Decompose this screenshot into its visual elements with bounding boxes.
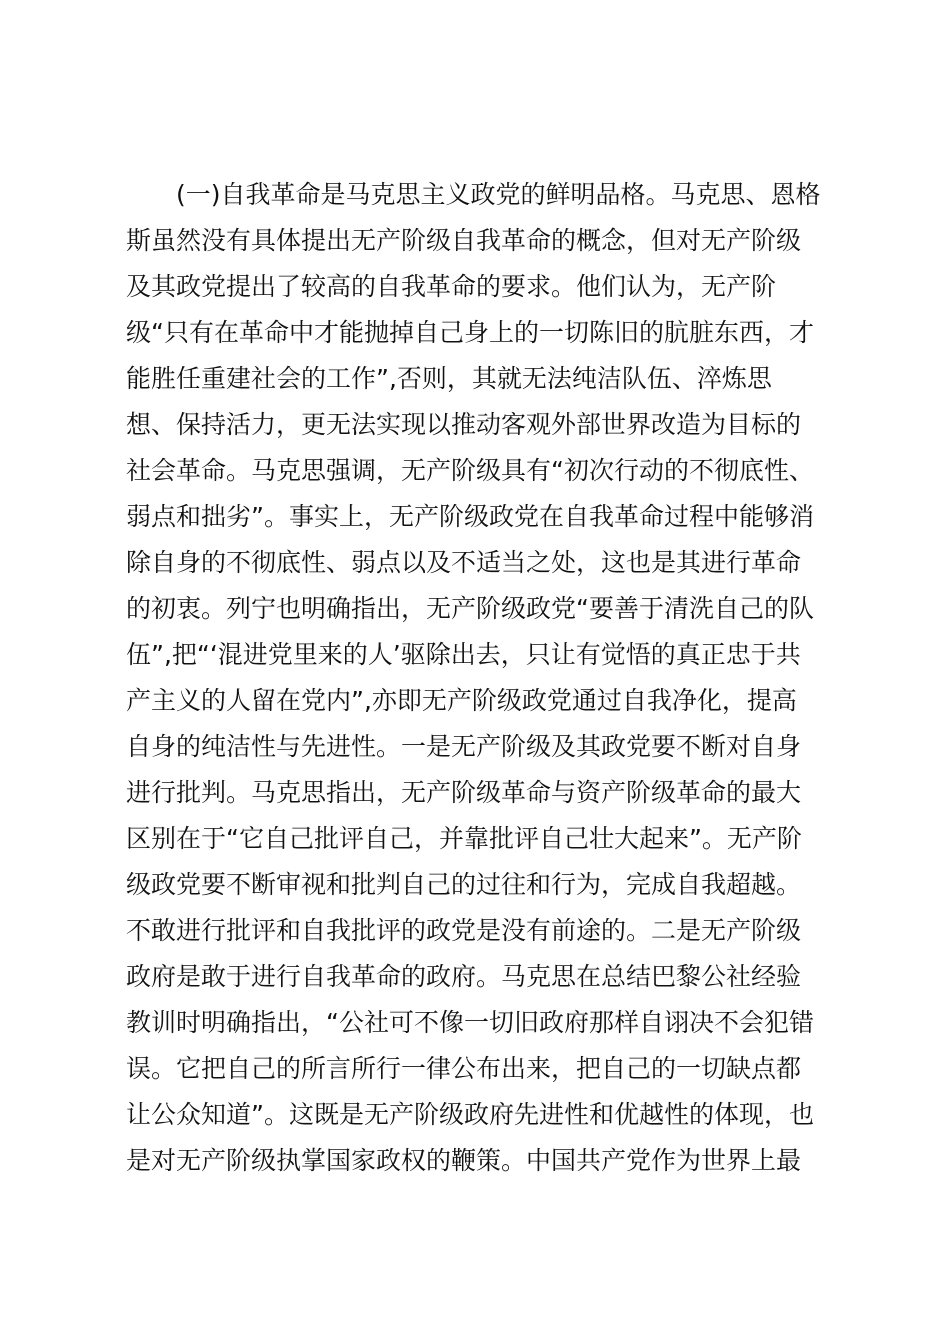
text-line: 想、保持活力，更无法实现以推动客观外部世界改造为目标的 xyxy=(126,410,802,439)
text-line: 级政党要不断审视和批判自己的过往和行为，完成自我超越。 xyxy=(126,870,802,899)
body-paragraph xyxy=(126,172,846,1184)
text-line: 教训时明确指出，“公社可不像一切旧政府那样自诩决不会犯错 xyxy=(126,1008,814,1037)
text-line: 区别在于“它自己批评自己，并靠批评自己壮大起来”。无产阶 xyxy=(126,824,802,853)
text-line: (一)自我革命是马克思主义政党的鲜明品格。马克思、恩格 xyxy=(176,180,821,209)
text-line: 产主义的人留在党内”,亦即无产阶级政党通过自我净化，提高 xyxy=(126,686,797,715)
text-line: 社会革命。马克思强调，无产阶级具有“初次行动的不彻底性、 xyxy=(126,456,814,485)
text-line: 进行批判。马克思指出，无产阶级革命与资产阶级革命的最大 xyxy=(126,778,802,807)
text-line: 不敢进行批评和自我批评的政党是没有前途的。二是无产阶级 xyxy=(126,916,802,945)
text-line: 斯虽然没有具体提出无产阶级自我革命的概念，但对无产阶级 xyxy=(126,226,802,255)
text-line: 自身的纯洁性与先进性。一是无产阶级及其政党要不断对自身 xyxy=(126,732,802,761)
text-line: 级“只有在革命中才能抛掉自己身上的一切陈旧的肮脏东西，才 xyxy=(126,318,814,347)
text-line: 让公众知道”。这既是无产阶级政府先进性和优越性的体现，也 xyxy=(126,1100,814,1129)
text-line: 伍”,把“‘混进党里来的人’驱除出去，只让有觉悟的真正忠于共 xyxy=(126,640,801,669)
text-line: 除自身的不彻底性、弱点以及不适当之处，这也是其进行革命 xyxy=(126,548,802,577)
text-line: 能胜任重建社会的工作”,否则，其就无法纯洁队伍、淬炼思 xyxy=(126,364,772,393)
text-line: 政府是敢于进行自我革命的政府。马克思在总结巴黎公社经验 xyxy=(126,962,802,991)
text-line: 弱点和拙劣”。事实上，无产阶级政党在自我革命过程中能够消 xyxy=(126,502,814,531)
text-line: 是对无产阶级执掌国家政权的鞭策。中国共产党作为世界上最 xyxy=(126,1146,802,1175)
text-line: 的初衷。列宁也明确指出，无产阶级政党“要善于清洗自己的队 xyxy=(126,594,814,623)
text-line: 误。它把自己的所言所行一律公布出来，把自己的一切缺点都 xyxy=(126,1054,802,1083)
text-line: 及其政党提出了较高的自我革命的要求。他们认为，无产阶 xyxy=(126,272,777,301)
